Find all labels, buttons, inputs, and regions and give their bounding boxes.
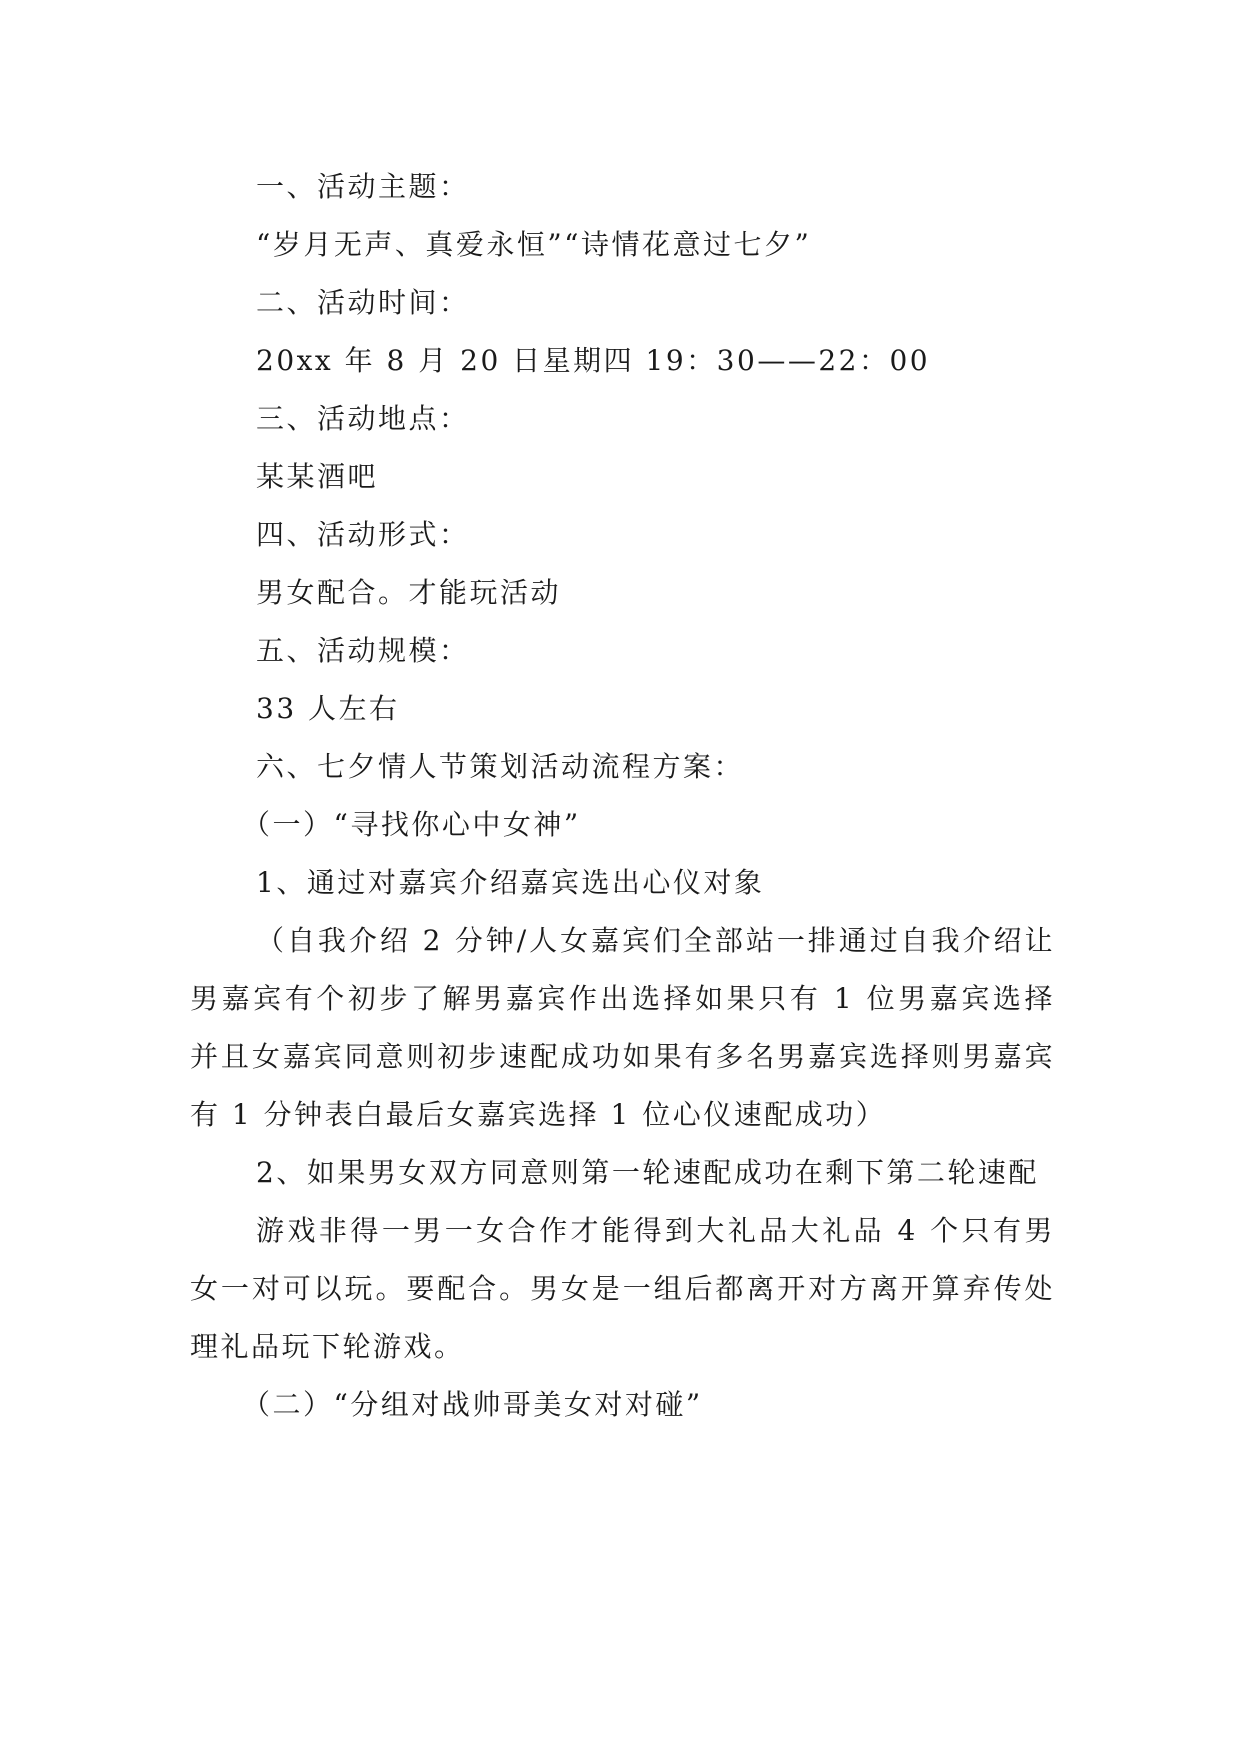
step-two-text: 2、如果男女双方同意则第一轮速配成功在剩下第二轮速配 [256,1156,1039,1189]
document-body [190,158,1055,1434]
heading-activity-time: 二、活动时间： [256,286,470,319]
heading-activity-location: 三、活动地点： [256,402,470,435]
subheading-part-one: （一）“寻找你心中女神” [242,808,581,841]
activity-format-text: 男女配合。才能玩活动 [256,576,562,609]
activity-theme-text: “岁月无声、真爱永恒”“诗情花意过七夕” [256,228,812,261]
game-rules-text: 游戏非得一男一女合作才能得到大礼品大礼品 4 个只有男女一对可以玩。要配合。男女是一组后都离开对方离开算弃传处理礼品玩下轮游戏。 [190,1214,1055,1363]
activity-location-text: 某某酒吧 [256,460,379,493]
step-one-details: （自我介绍 2 分钟/人女嘉宾们全部站一排通过自我介绍让男嘉宾有个初步了解男嘉宾作出选择如果只有 1 位男嘉宾选择并且女嘉宾同意则初步速配成功如果有多名男嘉宾选择则男嘉宾有 1 分钟表白最后女嘉宾选择 1 位心仪速配成功） [190,924,1055,1131]
step-one-text: 1、通过对嘉宾介绍嘉宾选出心仪对象 [256,866,765,899]
heading-activity-scale: 五、活动规模： [256,634,470,667]
heading-activity-theme: 一、活动主题： [256,170,470,203]
activity-time-text: 20xx 年 8 月 20 日星期四 19：30——22：00 [256,344,931,377]
heading-activity-format: 四、活动形式： [256,518,470,551]
subheading-part-two: （二）“分组对战帅哥美女对对碰” [242,1388,703,1421]
activity-scale-text: 33 人左右 [256,692,400,725]
heading-activity-process: 六、七夕情人节策划活动流程方案： [256,750,745,783]
